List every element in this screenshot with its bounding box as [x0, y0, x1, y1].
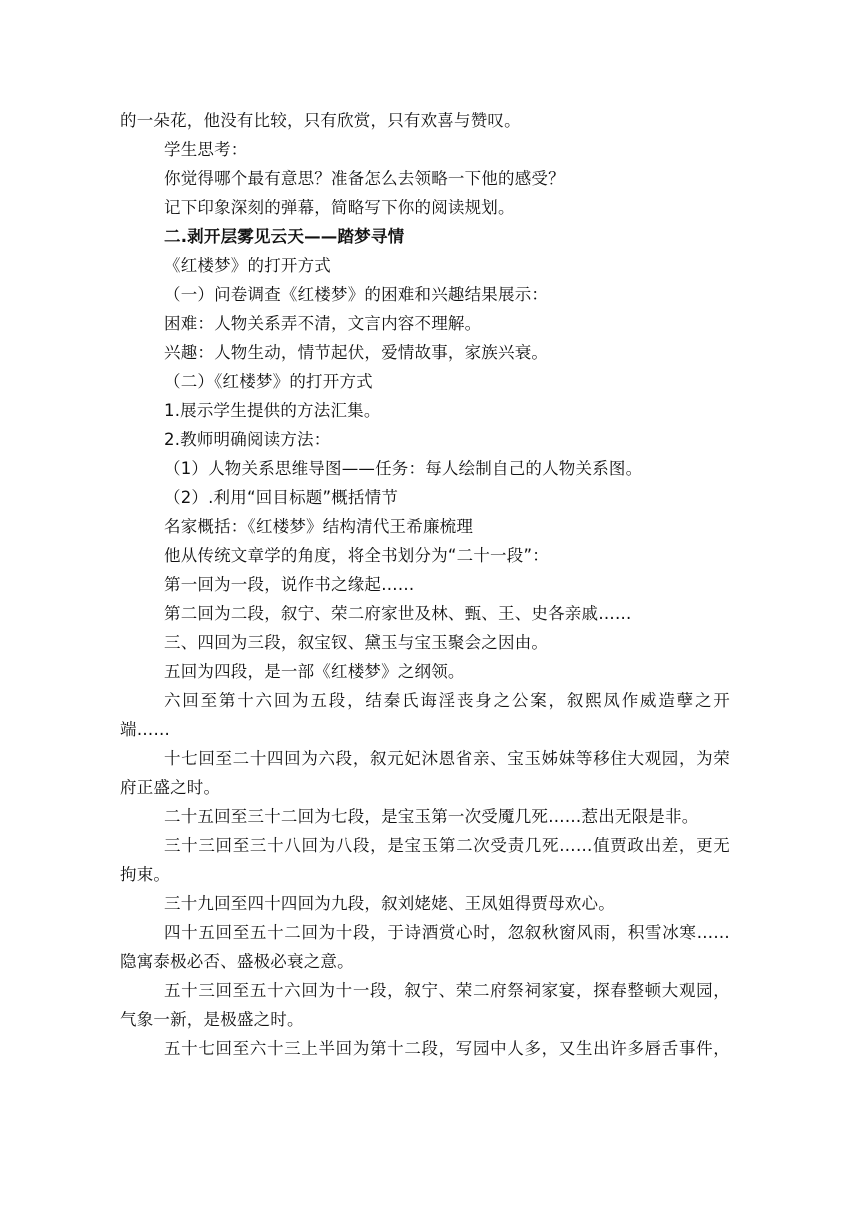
text-line: 2.教师明确阅读方法： — [164, 430, 331, 449]
text-line: 第一回为一段，说作书之缘起…… — [164, 575, 415, 594]
text-line: 气象一新，是极盛之时。 — [120, 1010, 304, 1029]
text-line: 六回至第十六回为五段，结秦氏诲淫丧身之公案，叙熙凤作威造孽之开 — [164, 691, 730, 710]
text-line: （一）问卷调查《红楼梦》的困难和兴趣结果展示： — [164, 285, 549, 304]
text-line: 三、四回为三段，叙宝钗、黛玉与宝玉聚会之因由。 — [164, 633, 549, 652]
text-line: 学生思考： — [164, 140, 248, 159]
text-line: 十七回至二十四回为六段，叙元妃沐恩省亲、宝玉姊妹等移住大观园，为荣 — [164, 749, 730, 768]
text-line: 端…… — [120, 720, 171, 739]
text-line: 五十七回至六十三上半回为第十二段，写园中人多，又生出许多唇舌事件， — [164, 1039, 730, 1058]
text-line: 二十五回至三十二回为七段，是宝玉第一次受魇几死……惹出无限是非。 — [164, 807, 699, 826]
text-line: 三十三回至三十八回为八段，是宝玉第二次受责几死……值贾政出差，更无 — [164, 836, 730, 855]
text-line: 五十三回至五十六回为十一段，叙宁、荣二府祭祠家宴，探春整顿大观园， — [164, 981, 730, 1000]
text-line: （1）人物关系思维导图——任务：每人绘制自己的人物关系图。 — [164, 459, 643, 478]
text-line: 四十五回至五十二回为十段，于诗酒赏心时，忽叙秋窗风雨，积雪冰寒…… — [164, 923, 730, 942]
text-line: 府正盛之时。 — [120, 778, 221, 797]
text-line: 的一朵花，他没有比较，只有欣赏，只有欢喜与赞叹。 — [120, 111, 521, 130]
text-line: 名家概括：《红楼梦》结构清代王希廉梳理 — [164, 517, 474, 536]
section-heading: 二.剥开层雾见云天——踏梦寻情 — [164, 227, 405, 246]
text-line: 记下印象深刻的弹幕，简略写下你的阅读规划。 — [164, 198, 515, 217]
text-line: 你觉得哪个最有意思？准备怎么去领略一下他的感受？ — [164, 169, 565, 188]
text-line: 兴趣：人物生动，情节起伏，爱情故事，家族兴衰。 — [164, 343, 549, 362]
text-line: （二）《红楼梦》的打开方式 — [164, 372, 373, 391]
text-line: 困难：人物关系弄不清，文言内容不理解。 — [164, 314, 482, 333]
text-line: 拘束。 — [120, 865, 171, 884]
text-line: 1.展示学生提供的方法汇集。 — [164, 401, 381, 420]
text-line: 三十九回至四十四回为九段，叙刘姥姥、王凤姐得贾母欢心。 — [164, 894, 615, 913]
text-line: 第二回为二段，叙宁、荣二府家世及林、甄、王、史各亲戚…… — [164, 604, 632, 623]
text-line: 隐寓泰极必否、盛极必衰之意。 — [120, 952, 354, 971]
text-line: （2）.利用“回目标题”概括情节 — [164, 488, 399, 507]
text-line: 《红楼梦》的打开方式 — [164, 256, 331, 275]
text-line: 他从传统文章学的角度，将全书划分为“二十一段”： — [164, 546, 549, 565]
text-line: 五回为四段，是一部《红楼梦》之纲领。 — [164, 662, 465, 681]
